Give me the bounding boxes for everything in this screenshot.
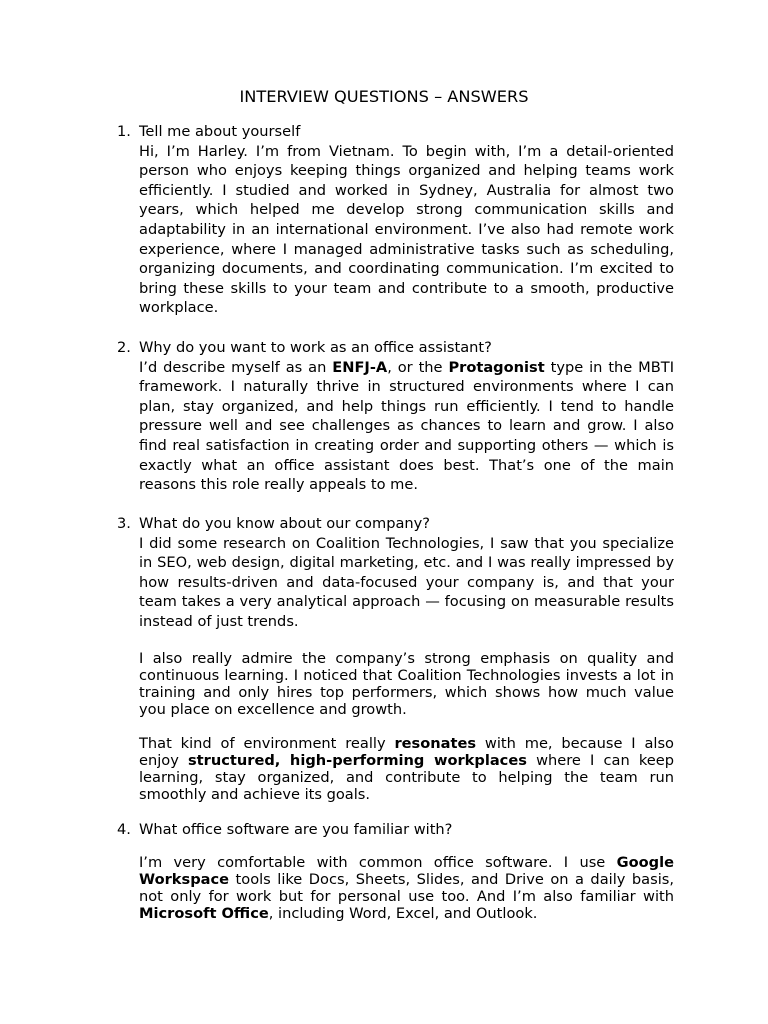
- answer-bold-text: Microsoft Office: [139, 904, 269, 922]
- question-text: What office software are you familiar with?: [139, 821, 453, 838]
- answer-text: , including Word, Excel, and Outlook.: [268, 904, 538, 922]
- answer-text: with me, because I also enjoy: [139, 734, 674, 769]
- document-title: INTERVIEW QUESTIONS – ANSWERS: [239, 87, 529, 106]
- answer-bold-text: ENFJ-A: [332, 358, 388, 376]
- answer-paragraph: [139, 358, 674, 495]
- question-item-4: [117, 820, 674, 922]
- question-item-2: [117, 338, 674, 495]
- question-number: 1.: [117, 123, 131, 140]
- answer-text: I also really admire the company’s strong emphasis on quality and continuous learning. I noticed that Coalition Technologies invests a lot in training and only hires top performers, which shows how much value you place on excellence and growth.: [139, 649, 674, 718]
- answer-paragraph: [139, 854, 674, 922]
- question-text: Tell me about yourself: [139, 123, 301, 140]
- question-text: Why do you want to work as an office assistant?: [139, 339, 492, 356]
- question-number: 4.: [117, 821, 131, 838]
- answer-paragraph: [139, 142, 674, 318]
- answer-bold-text: structured, high-performing workplaces: [188, 751, 527, 769]
- answer-paragraph: [139, 534, 674, 632]
- answer-text: , or the: [387, 358, 449, 376]
- answer-text: I’d describe myself as an: [139, 358, 333, 376]
- answer-paragraph: [139, 650, 674, 718]
- answer-text: I did some research on Coalition Technologies, I saw that you specialize in SEO, web design, digital marketing, etc. and I was really impressed by how results-driven and data-focused your company is, and that your team takes a very analytical approach — focusing on measurable results instead of just trends.: [139, 534, 674, 630]
- answer-text: tools like Docs, Sheets, Slides, and Drive on a daily basis, not only for work but for personal use too. And I’m also familiar with: [139, 870, 674, 905]
- answer-text: Hi, I’m Harley. I’m from Vietnam. To begin with, I’m a detail-oriented person who enjoys keeping things organized and helping teams work efficiently. I studied and worked in Sydney, Australia for almost two years, which helped me develop strong communication skills and adaptability in an international environment. I’ve also had remote work experience, where I managed administrative tasks such as scheduling, organizing documents, and coordinating communication. I’m excited to bring these skills to your team and contribute to a smooth, productive workplace.: [139, 142, 674, 317]
- answer-text: That kind of environment really: [139, 734, 395, 752]
- question-number: 2.: [117, 339, 131, 356]
- answer-bold-text: Google Workspace: [139, 853, 674, 888]
- answer-text: where I can keep learning, stay organized, and contribute to helping the team run smoothly and achieve its goals.: [139, 751, 674, 803]
- answer-text: I’m very comfortable with common office software. I use: [139, 853, 617, 871]
- question-item-1: [117, 122, 674, 318]
- answer-text: type in the MBTI framework. I naturally thrive in structured environments where I can plan, stay organized, and help things run efficiently. I tend to handle pressure well and see challenges as chances to learn and grow. I also find real satisfaction in creating order and supporting others — which is exactly what an office assistant does best. That’s one of the main reasons this role really appeals to me.: [139, 358, 675, 494]
- question-text: What do you know about our company?: [139, 515, 431, 532]
- answer-bold-text: resonates: [394, 734, 477, 752]
- answer-paragraph: [139, 735, 674, 803]
- answer-bold-text: Protagonist: [448, 358, 545, 376]
- question-number: 3.: [117, 515, 131, 532]
- question-item-3: [117, 514, 674, 803]
